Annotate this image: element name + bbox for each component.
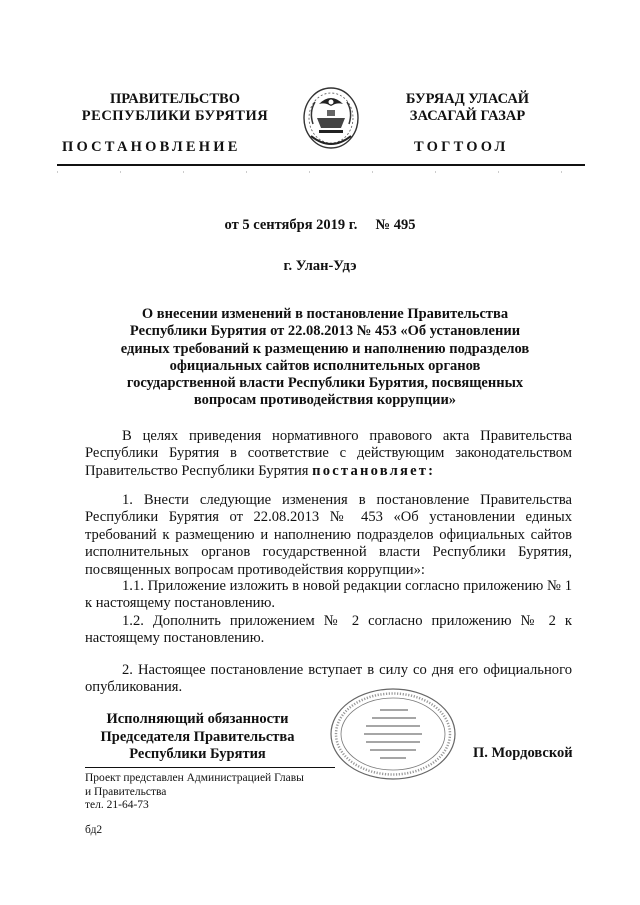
title-line: государственной власти Республики Бурятия, посвященных: [126, 375, 524, 392]
signatory-position: [85, 711, 310, 764]
preamble-text: В целях приведения нормативного правового акта Правительства Республики Бурятия в соответствие с действующим законодательством Правительство Республики Бурятия: [85, 428, 572, 479]
signatory-line-3: Республики Бурятия: [129, 746, 266, 762]
header-divider: [57, 164, 585, 166]
clause-1-paragraph: [85, 492, 572, 579]
official-stamp-icon: [328, 686, 458, 782]
issuer-name-buryat: [370, 91, 565, 125]
issuer-buryat-line-1: БУРЯАД УЛАСАЙ: [405, 91, 530, 107]
doc-type-russian: ПОСТАНОВЛЕНИЕ: [62, 139, 241, 155]
clause-1-2-text: 1.2. Дополнить приложением № 2 согласно приложению № 2 к настоящему постановлению.: [85, 613, 572, 647]
signatory-name: П. Мордовской: [473, 745, 573, 761]
header-dotted-divider: [57, 170, 585, 174]
clause-2-text: 2. Настоящее постановление вступает в силу со дня его официального опубликования.: [85, 662, 572, 696]
signatory-line-1: Исполняющий обязанности: [106, 711, 289, 727]
issuer-buryat-line-2: ЗАСАГАЙ ГАЗАР: [409, 108, 526, 124]
title-line: О внесении изменений в постановление Правительства: [141, 306, 509, 322]
title-line: Республики Бурятия от 22.08.2013 № 453 «Об установлении: [129, 323, 521, 340]
footnote-line-1: Проект представлен Администрацией Главы: [85, 772, 304, 784]
footnote: [85, 772, 304, 813]
title-line: вопросам противодействия коррупции»: [193, 392, 457, 409]
doc-type-buryat: ТОГТООЛ: [414, 139, 509, 155]
footnote-line-2: и Правительства: [85, 785, 167, 798]
title-line: единых требований к размещению и наполнению подразделов: [120, 340, 530, 357]
clause-1-2-paragraph: [85, 613, 572, 648]
date-and-number: от 5 сентября 2019 г. № 495: [224, 217, 416, 233]
issuer-name-russian: [60, 91, 290, 125]
resolves-keyword: постановляет:: [312, 462, 436, 479]
clause-1-1-paragraph: [85, 578, 572, 613]
signatory-line-2: Председателя Правительства: [100, 728, 295, 745]
issuer-line-2: РЕСПУБЛИКИ БУРЯТИЯ: [81, 108, 269, 124]
document-code: бд2: [85, 824, 103, 836]
footnote-phone: тел. 21-64-73: [85, 799, 149, 811]
footnote-divider: [85, 767, 335, 768]
clause-1-1-text: 1.1. Приложение изложить в новой редакции согласно приложению № 1 к настоящему постановлению.: [85, 578, 572, 612]
coat-of-arms-icon: [297, 82, 365, 156]
city-of-issue: г. Улан-Удэ: [283, 258, 357, 274]
document-title: [80, 306, 570, 410]
preamble-paragraph: [85, 428, 572, 480]
issuer-line-1: ПРАВИТЕЛЬСТВО: [110, 91, 240, 107]
title-line: официальных сайтов исполнительных органов: [169, 357, 481, 374]
clause-1-text: 1. Внести следующие изменения в постановление Правительства Республики Бурятия от 22.08.2013 № 453 «Об установлении единых требований к размещению и наполнению подразделов официальных сайтов исполнительных органов государственной власти Республики Бурятия, посвященных вопросам противодействия коррупции»:: [85, 492, 572, 578]
